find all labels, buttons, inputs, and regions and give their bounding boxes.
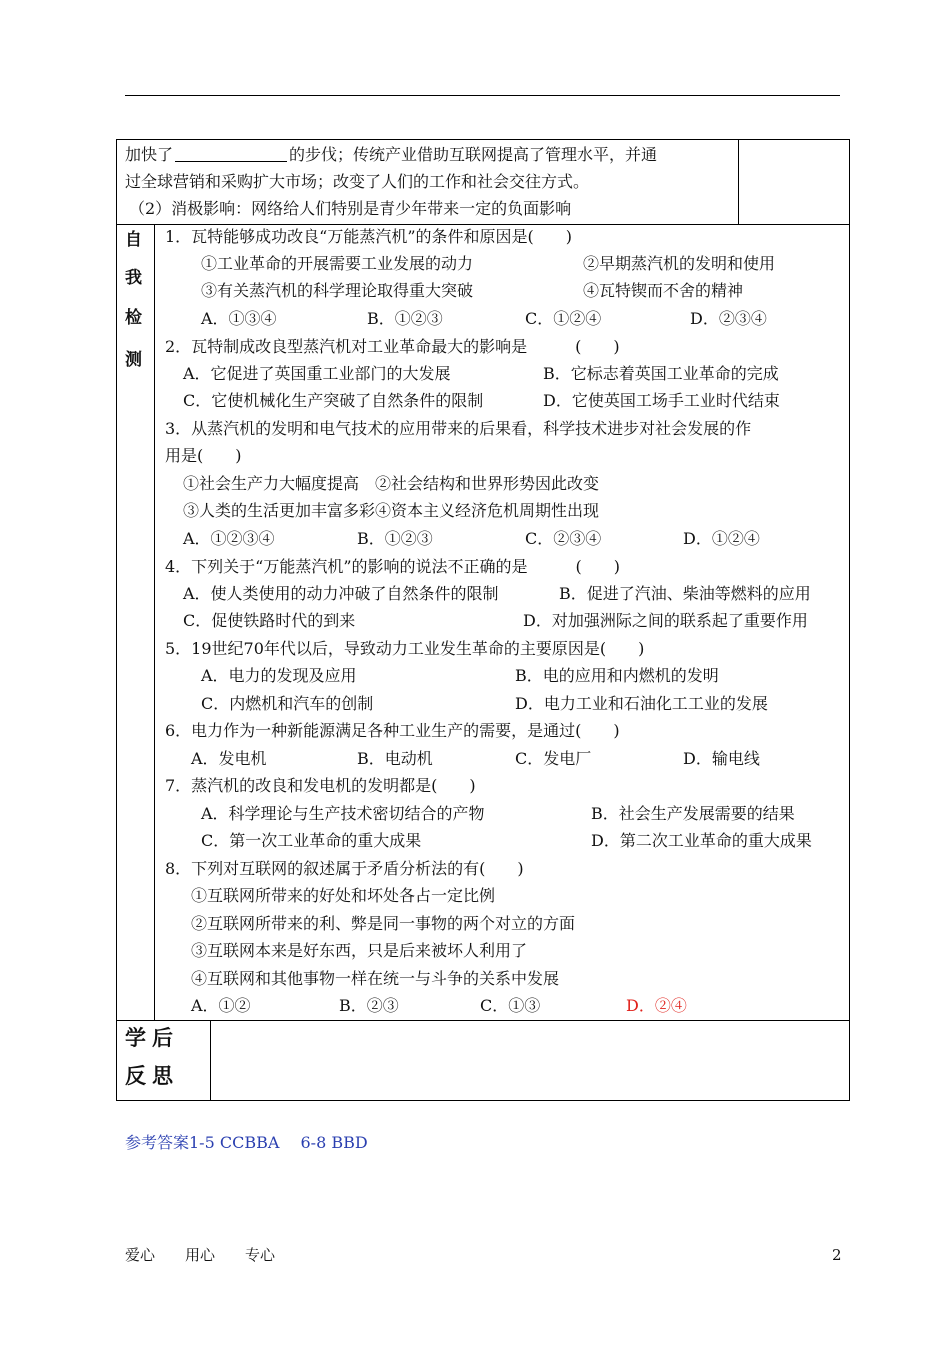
row-divider-reflection <box>116 1020 850 1021</box>
self-check-column-divider <box>154 224 155 1020</box>
q8-item-4: ④互联网和其他事物一样在统一与斗争的关系中发展 <box>191 969 560 988</box>
q8-item-2: ②互联网所带来的利、弊是同一事物的两个对立的方面 <box>191 914 576 933</box>
q8-option-a: A．①② <box>191 996 251 1015</box>
footer-motto: 爱心 用心 专心 <box>125 1246 276 1264</box>
q1-option-b: B．①②③ <box>367 309 443 328</box>
top-line-1 <box>125 145 657 165</box>
q1-item-2: ②早期蒸汽机的发明和使用 <box>583 254 776 273</box>
top-line-1-pre: 加快了 <box>125 145 174 164</box>
q1-item-1: ①工业革命的开展需要工业发展的动力 <box>201 254 474 273</box>
q6-option-a: A．发电机 <box>191 749 267 768</box>
q7-option-b: B．社会生产发展需要的结果 <box>591 804 795 823</box>
q2-option-a: A．它促进了英国重工业部门的大发展 <box>183 364 451 383</box>
q4-option-d: D．对加强洲际之间的联系起了重要作用 <box>523 611 808 630</box>
reflection-column-divider <box>210 1020 211 1101</box>
row-divider-top <box>116 224 850 225</box>
q8-item-1: ①互联网所带来的好处和坏处各占一定比例 <box>191 886 496 905</box>
q4-stem: 4．下列关于“万能蒸汽机”的影响的说法不正确的是 ( ) <box>165 557 621 576</box>
top-line-2: 过全球营销和采购扩大市场；改变了人们的工作和社会交往方式。 <box>125 172 590 191</box>
q3-stem-line-2: 用是( ) <box>165 446 242 465</box>
q7-option-c: C．第一次工业革命的重大成果 <box>201 831 422 850</box>
header-rule <box>125 95 840 96</box>
q5-option-c: C．内燃机和汽车的创制 <box>201 694 374 713</box>
q3-option-a: A．①②③④ <box>183 529 275 548</box>
q5-stem: 5．19世纪70年代以后，导致动力工业发生革命的主要原因是( ) <box>165 639 645 658</box>
fill-in-blank[interactable] <box>175 146 287 162</box>
q6-option-c: C．发电厂 <box>515 749 592 768</box>
q1-option-c: C．①②④ <box>525 309 602 328</box>
reflection-label-line-1: 学后 <box>125 1025 179 1050</box>
q3-option-d: D．①②④ <box>683 529 760 548</box>
top-line-3: （2）消极影响：网络给人们特别是青少年带来一定的负面影响 <box>129 199 572 218</box>
self-check-char-3: 检 <box>125 308 142 328</box>
q1-option-d: D．②③④ <box>690 309 767 328</box>
self-check-char-4: 测 <box>125 350 142 370</box>
q3-option-b: B．①②③ <box>357 529 433 548</box>
q2-option-b: B．它标志着英国工业革命的完成 <box>543 364 779 383</box>
q6-option-d: D．输电线 <box>683 749 760 768</box>
q1-stem: 1．瓦特能够成功改良“万能蒸汽机”的条件和原因是( ) <box>165 227 573 246</box>
q8-stem: 8．下列对互联网的叙述属于矛盾分析法的有( ) <box>165 859 524 878</box>
q4-option-b: B．促进了汽油、柴油等燃料的应用 <box>559 584 811 603</box>
q3-stem-line-1: 3．从蒸汽机的发明和电气技术的应用带来的后果看，科学技术进步对社会发展的作 <box>165 419 752 438</box>
q6-option-b: B．电动机 <box>357 749 433 768</box>
q2-option-d: D．它使英国工场手工业时代结束 <box>543 391 780 410</box>
top-line-1-post: 的步伐；传统产业借助互联网提高了管理水平，并通 <box>289 145 658 164</box>
q3-item-2: ③人类的生活更加丰富多彩④资本主义经济危机周期性出现 <box>183 501 600 520</box>
self-check-char-1: 自 <box>125 230 142 250</box>
self-check-char-2: 我 <box>125 268 142 288</box>
q7-option-a: A．科学理论与生产技术密切结合的产物 <box>201 804 485 823</box>
q4-option-c: C．促使铁路时代的到来 <box>183 611 356 630</box>
q2-option-c: C．它使机械化生产突破了自然条件的限制 <box>183 391 484 410</box>
q5-option-a: A．电力的发现及应用 <box>201 666 357 685</box>
q2-stem: 2．瓦特制成改良型蒸汽机对工业革命最大的影响是 ( ) <box>165 337 620 356</box>
reflection-label-line-2: 反思 <box>125 1063 179 1088</box>
q1-option-a: A．①③④ <box>201 309 277 328</box>
q8-option-b: B．②③ <box>339 996 399 1015</box>
q7-stem: 7．蒸汽机的改良和发电机的发明都是( ) <box>165 776 476 795</box>
q5-option-d: D．电力工业和石油化工工业的发展 <box>515 694 768 713</box>
top-right-column-divider <box>738 139 739 224</box>
q6-stem: 6．电力作为一种新能源满足各种工业生产的需要，是通过( ) <box>165 721 620 740</box>
q1-item-3: ③有关蒸汽机的科学理论取得重大突破 <box>201 281 474 300</box>
page-number: 2 <box>832 1246 842 1264</box>
q8-option-c: C．①③ <box>480 996 541 1015</box>
q4-option-a: A．使人类使用的动力冲破了自然条件的限制 <box>183 584 499 603</box>
answer-key: 参考答案1-5 CCBBA 6-8 BBD <box>125 1133 368 1152</box>
q8-item-3: ③互联网本来是好东西，只是后来被坏人利用了 <box>191 941 528 960</box>
q5-option-b: B．电的应用和内燃机的发明 <box>515 666 719 685</box>
q7-option-d: D．第二次工业革命的重大成果 <box>591 831 812 850</box>
q1-item-4: ④瓦特锲而不舍的精神 <box>583 281 744 300</box>
q3-item-1: ①社会生产力大幅度提高 ②社会结构和世界形势因此改变 <box>183 474 600 493</box>
q8-option-d-highlighted: D．②④ <box>626 996 687 1015</box>
q3-option-c: C．②③④ <box>525 529 602 548</box>
